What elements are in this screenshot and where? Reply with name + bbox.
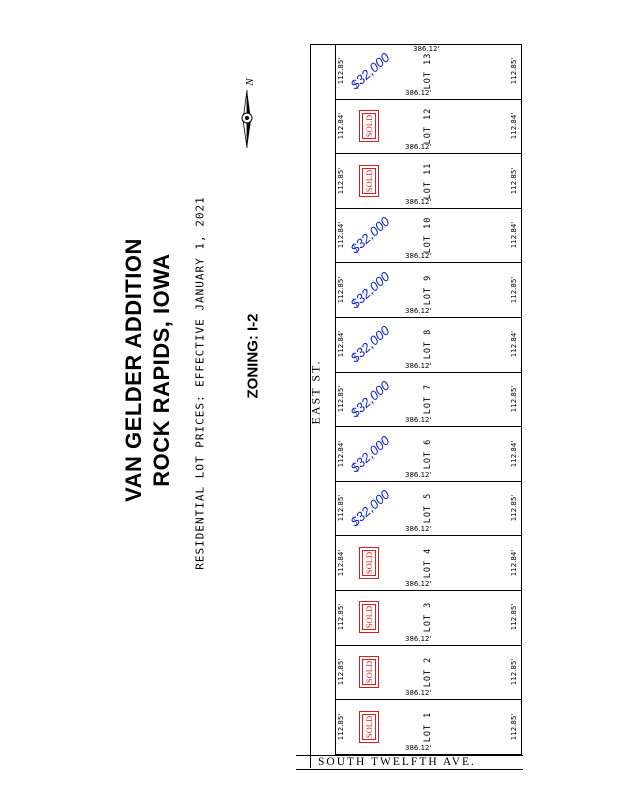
- lot-11-label: LOT 11: [423, 162, 433, 199]
- south-ave-line-bottom: [296, 769, 523, 770]
- lot-4-side-right-dim: 112.84': [510, 549, 518, 576]
- lot-6-side-right-dim: 112.84': [510, 440, 518, 467]
- lot-2-front-dim: 386.12': [405, 689, 432, 698]
- lot-7-side-left-dim: 112.85': [337, 385, 345, 413]
- lot-10-label: LOT 10: [423, 216, 433, 254]
- lot-8-front-dim: 386.12': [405, 361, 432, 370]
- lot-3-front-dim: 386.12': [405, 634, 432, 643]
- lot-10-price: $32,000: [347, 213, 393, 257]
- lot-1-side-right-dim: 112.85': [510, 713, 518, 740]
- lot-5-front-dim: 386.12': [405, 525, 432, 534]
- lot-3-side-left-dim: 112.85': [337, 604, 345, 631]
- lot-9-side-right-dim: 112.85': [510, 276, 518, 303]
- lot-1-front-dim: 386.12': [405, 743, 432, 752]
- lot-11-sold-text: SOLD: [364, 169, 374, 192]
- lot-10-side-left-dim: 112.84': [337, 221, 345, 249]
- lot-8-label: LOT 8: [423, 329, 433, 360]
- lot-11-front-dim: 386.12': [405, 197, 432, 206]
- lot-1-sold-text: SOLD: [364, 715, 374, 738]
- lot-10-front-dim: 386.12': [405, 252, 432, 261]
- lot-1-side-left-dim: 112.85': [337, 713, 345, 740]
- lot-3-side-right-dim: 112.85': [510, 604, 518, 631]
- title-line-1: VAN GELDER ADDITION: [121, 238, 146, 502]
- lot-12-label: LOT 12: [423, 107, 433, 145]
- zoning-label: ZONING: I-2: [244, 313, 262, 399]
- lot-8-price: $32,000: [347, 322, 393, 366]
- lot-12-sold-text: SOLD: [364, 114, 374, 137]
- lot-3-sold-text: SOLD: [364, 606, 374, 629]
- lot-6-label: LOT 6: [423, 438, 433, 469]
- lot-12-side-left-dim: 112.84': [337, 112, 345, 140]
- lot-9-front-dim: 386.12': [405, 307, 432, 315]
- lot-12-side-right-dim: 112.84': [510, 112, 518, 140]
- lot-13-price: $32,000: [347, 49, 393, 93]
- lot-13-side-left-dim: 112.85': [337, 58, 345, 85]
- lot-5-price: $32,000: [347, 486, 393, 530]
- lot-7-price: $32,000: [347, 377, 393, 421]
- lot-9-side-left-dim: 112.85': [337, 276, 345, 303]
- lot-13-side-right-dim: 112.85': [510, 58, 518, 85]
- subtitle: RESIDENTIAL LOT PRICES: EFFECTIVE JANUARY 1, 2021: [193, 196, 207, 570]
- title-line-2: ROCK RAPIDS, IOWA: [149, 253, 174, 487]
- lot-8-side-right-dim: 112.84': [510, 331, 518, 358]
- lot-5-label: LOT 5: [423, 492, 433, 524]
- lot-12-front-dim: 386.12': [405, 143, 432, 152]
- lot-6-front-dim: 386.12': [405, 470, 432, 479]
- north-arrow-icon: [236, 76, 258, 152]
- lot-4-sold-text: SOLD: [364, 551, 374, 574]
- lot-13-label: LOT 13: [423, 52, 433, 90]
- lot-7-side-right-dim: 112.85': [510, 385, 518, 413]
- east-st-line-top: [310, 44, 335, 45]
- south-twelfth-ave-label: SOUTH TWELFTH AVE.: [318, 756, 476, 768]
- lot-6-side-left-dim: 112.84': [337, 440, 345, 467]
- lot-13-front-dim: 386.12': [405, 88, 432, 97]
- lot-9-price: $32,000: [347, 268, 393, 311]
- lot-2-side-right-dim: 112.85': [510, 658, 518, 686]
- lot-1-label: LOT 1: [423, 711, 433, 742]
- lot-9-label: LOT 9: [423, 274, 433, 305]
- lot-2-label: LOT 2: [423, 656, 433, 688]
- east-st-label: EAST ST.: [308, 359, 323, 425]
- lot-7-label: LOT 7: [423, 383, 433, 415]
- lot-4-side-left-dim: 112.84': [337, 549, 345, 576]
- lot-2-sold-text: SOLD: [364, 660, 374, 683]
- lot-4-front-dim: 386.12': [405, 580, 432, 588]
- lot-10-side-right-dim: 112.84': [510, 221, 518, 249]
- lot-4-label: LOT 4: [423, 547, 433, 578]
- lot-3-label: LOT 3: [423, 602, 433, 633]
- lot-11-side-left-dim: 112.85': [337, 167, 345, 194]
- lot-6-price: $32,000: [347, 432, 393, 475]
- lot-11-side-right-dim: 112.85': [510, 167, 518, 194]
- lot-13-back-dim: 386.12': [413, 45, 440, 53]
- lot-5-side-right-dim: 112.85': [510, 494, 518, 522]
- lot-5-side-left-dim: 112.85': [337, 494, 345, 522]
- lot-7-front-dim: 386.12': [405, 416, 432, 425]
- north-arrow-label: N: [244, 78, 256, 86]
- lot-2-side-left-dim: 112.85': [337, 658, 345, 686]
- lot-8-side-left-dim: 112.84': [337, 331, 345, 358]
